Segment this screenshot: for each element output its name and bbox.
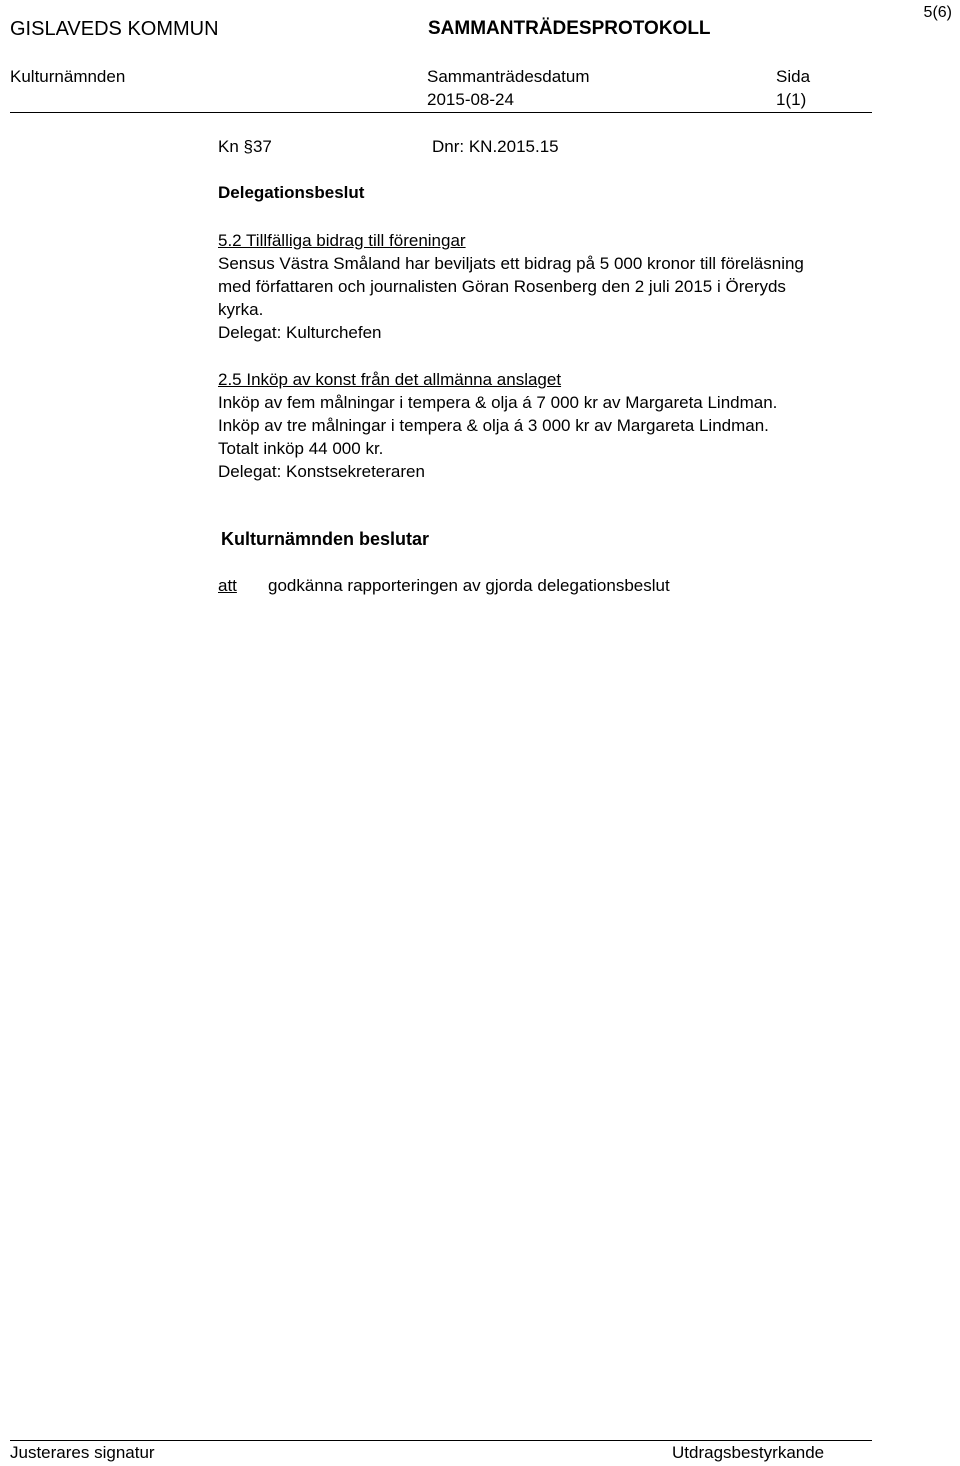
- date-label: Sammanträdesdatum: [427, 67, 590, 86]
- page-count: 1(1): [776, 90, 807, 109]
- page-label: Sida: [776, 67, 811, 86]
- section-heading: 5.2 Tillfälliga bidrag till föreningar: [218, 231, 466, 250]
- section-text-line: Inköp av fem målningar i tempera & olja á 7 000 kr av Margareta Lindman.: [218, 393, 778, 412]
- section-text-line: Inköp av tre målningar i tempera & olja á 3 000 kr av Margareta Lindman.: [218, 416, 769, 435]
- page-number: 5(6): [923, 4, 952, 21]
- municipality-name: GISLAVEDS KOMMUN: [10, 18, 219, 40]
- section-text-line: Sensus Västra Småland har beviljats ett bidrag på 5 000 kronor till föreläsning: [218, 254, 804, 273]
- extract-certification-label: Utdragsbestyrkande: [672, 1443, 825, 1462]
- decision-text: godkänna rapporteringen av gjorda delegationsbeslut: [268, 576, 670, 595]
- section-text-line: med författaren och journalisten Göran Rosenberg den 2 juli 2015 i Öreryds: [218, 277, 786, 296]
- footer-rule: [10, 1440, 872, 1441]
- section-heading: 2.5 Inköp av konst från det allmänna anslaget: [218, 370, 562, 389]
- section-1: [218, 229, 804, 344]
- paragraph-number: Kn §37: [218, 137, 272, 156]
- case-number: Dnr: KN.2015.15: [432, 137, 559, 156]
- decision-att: att: [218, 576, 237, 595]
- meeting-date: 2015-08-24: [427, 90, 514, 109]
- delegate-line: Delegat: Konstsekreteraren: [218, 462, 425, 481]
- header-rule: [10, 112, 872, 113]
- decision-heading: Kulturnämnden beslutar: [221, 529, 430, 549]
- committee-name: Kulturnämnden: [10, 67, 126, 86]
- adjuster-signature-label: Justerares signatur: [10, 1443, 155, 1462]
- delegate-line: Delegat: Kulturchefen: [218, 323, 382, 342]
- section-text-line: kyrka.: [218, 300, 264, 319]
- section-2: [218, 368, 777, 483]
- item-title: Delegationsbeslut: [218, 183, 365, 202]
- document-type: SAMMANTRÄDESPROTOKOLL: [428, 18, 711, 39]
- section-text-line: Totalt inköp 44 000 kr.: [218, 439, 384, 458]
